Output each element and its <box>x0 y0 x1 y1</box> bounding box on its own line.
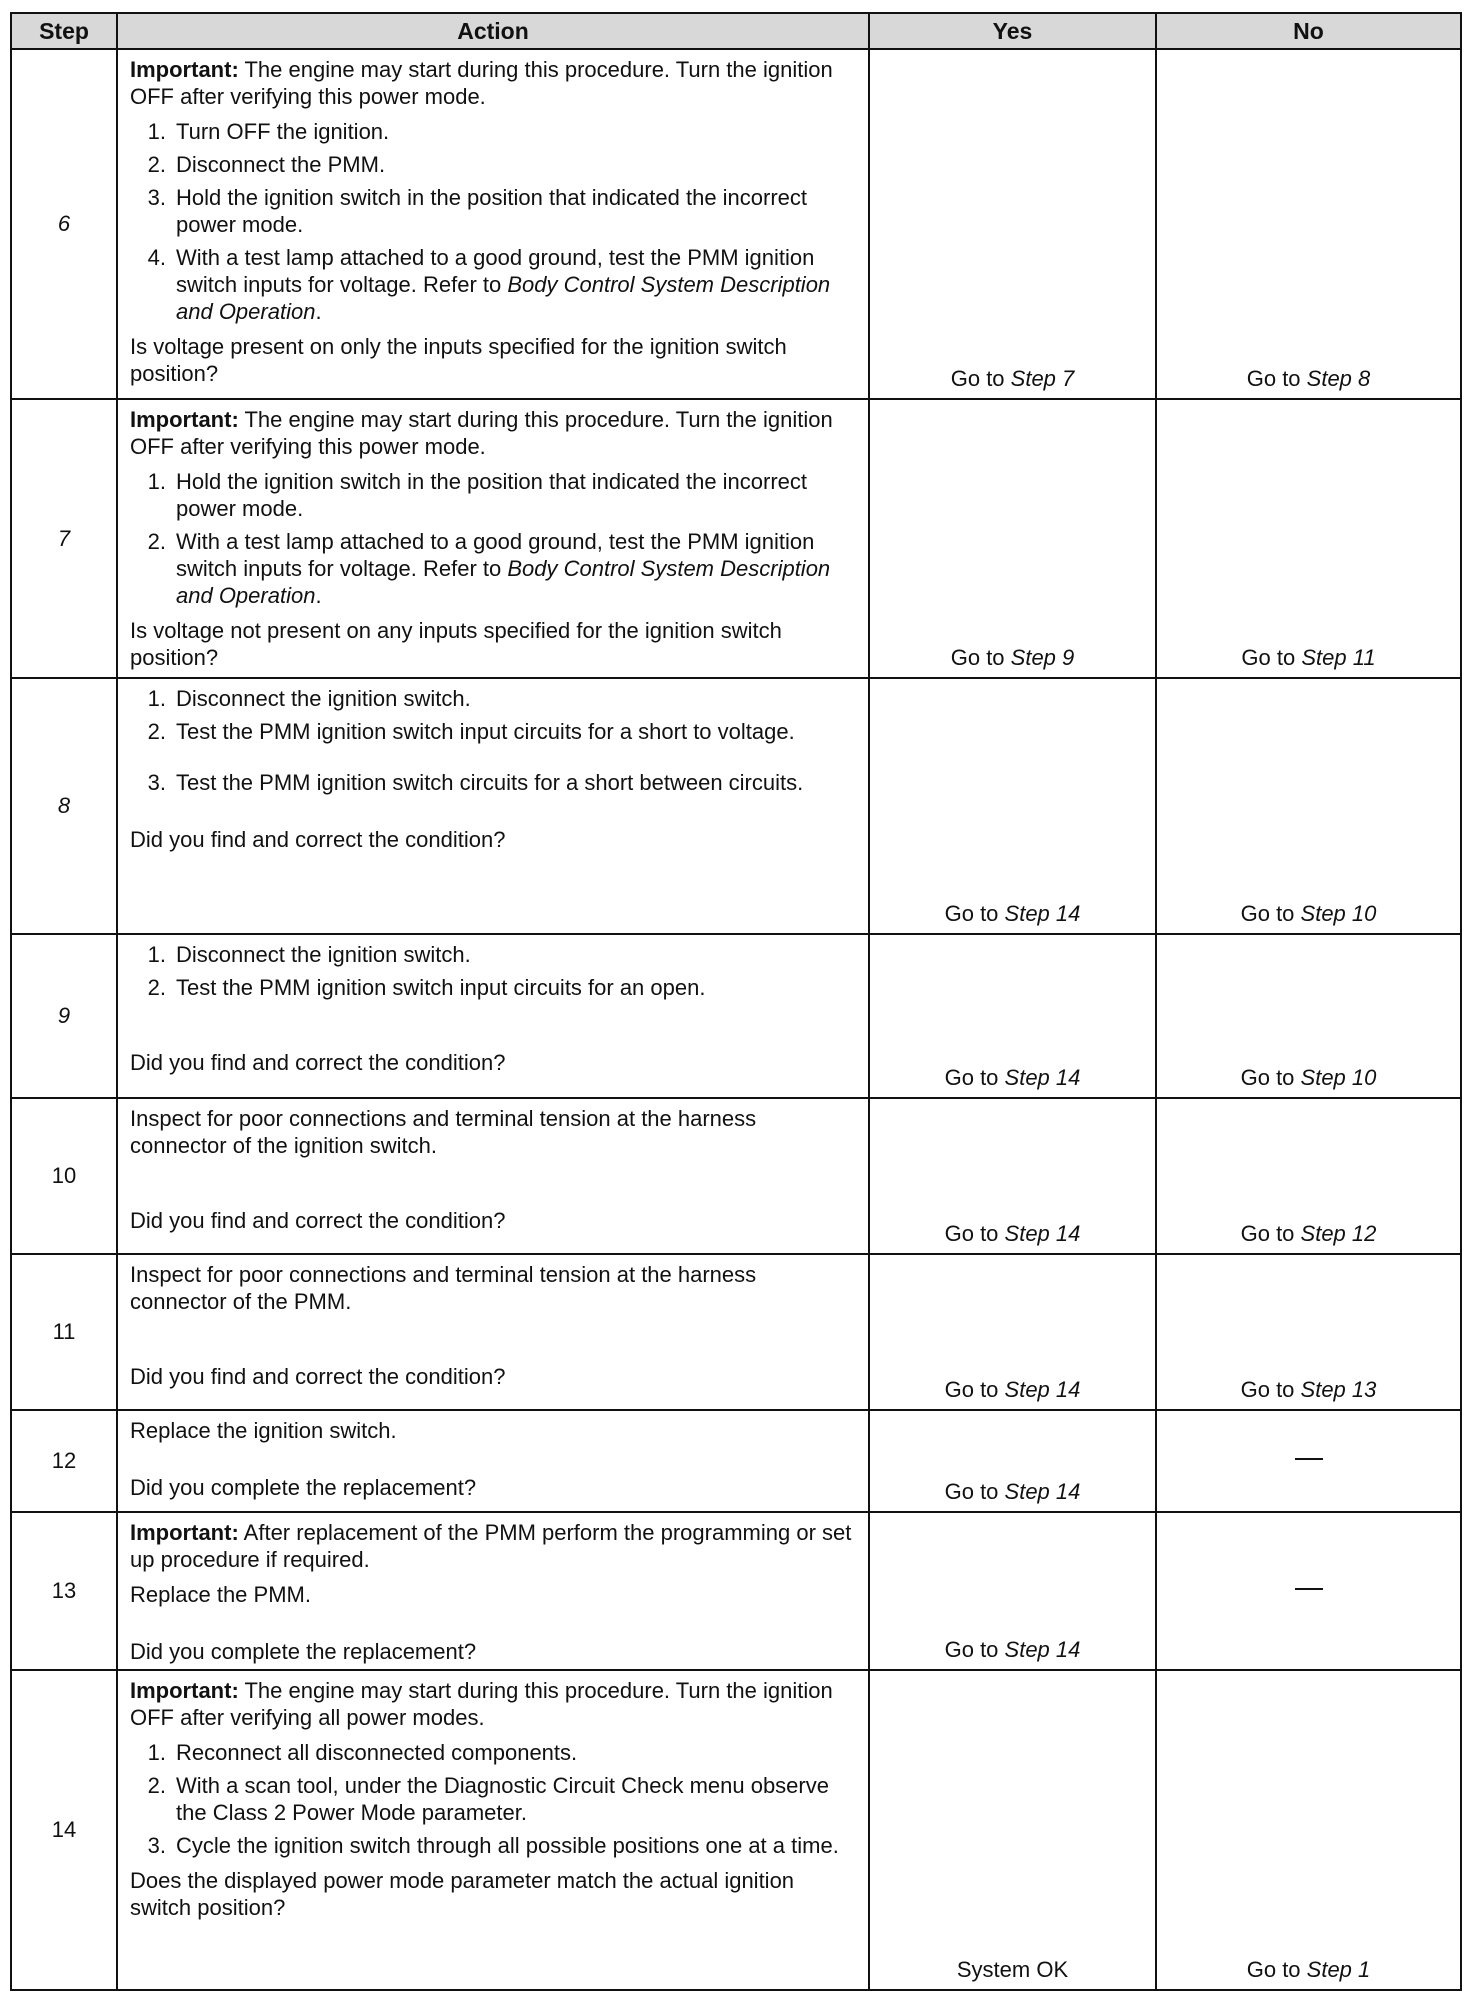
yes-cell: Go to Step 9 <box>869 399 1156 678</box>
list-item: 3. Test the PMM ignition switch circuits for a short between circuits. <box>147 770 804 795</box>
no-cell <box>1156 1512 1461 1670</box>
action-text: Inspect for poor connections and terminal tension at the harness connector of the ignition switch. <box>130 1106 757 1158</box>
no-step-link[interactable]: Step 8 <box>1306 366 1371 391</box>
action-list <box>130 685 858 796</box>
yes-step-link[interactable]: Step 14 <box>1004 1637 1081 1662</box>
step-number: 11 <box>11 1254 117 1410</box>
no-step-link[interactable]: Step 1 <box>1306 1957 1371 1982</box>
question-text: Did you complete the replacement? <box>130 1475 477 1500</box>
yes-cell: Go to Step 14 <box>869 678 1156 934</box>
action-cell <box>117 1098 869 1254</box>
list-item: 2. Test the PMM ignition switch input circuits for an open. <box>147 975 706 1000</box>
important-note <box>130 56 858 110</box>
action-list <box>130 1739 858 1859</box>
action-cell <box>117 934 869 1098</box>
doc-reference: Body Control System Description and Operation <box>176 556 831 608</box>
action-list <box>130 941 858 1001</box>
action-list <box>130 468 858 609</box>
list-item: 1. Hold the ignition switch in the position that indicated the incorrect power mode. <box>147 469 808 521</box>
question-text: Did you find and correct the condition? <box>130 827 506 852</box>
no-step-link[interactable]: Step 11 <box>1301 645 1376 670</box>
important-note <box>130 406 858 460</box>
list-item: 2. Test the PMM ignition switch input circuits for a short to voltage. <box>147 719 795 744</box>
no-step-link[interactable]: Step 10 <box>1300 1065 1377 1090</box>
question-text: Is voltage not present on any inputs specified for the ignition switch position? <box>130 618 782 670</box>
yes-step-link[interactable]: Step 14 <box>1004 901 1081 926</box>
yes-step-link[interactable]: Step 14 <box>1004 1065 1081 1090</box>
list-item: 1. Disconnect the ignition switch. <box>147 686 471 711</box>
question-text: Did you find and correct the condition? <box>130 1050 506 1075</box>
important-text: The engine may start during this procedure. Turn the ignition OFF after verifying this power mode. <box>130 57 833 109</box>
yes-cell: Go to Step 7 <box>869 49 1156 399</box>
important-label: Important: <box>130 1520 239 1545</box>
list-item: 2. With a test lamp attached to a good ground, test the PMM ignition switch inputs for voltage. Refer to Body Control System Description and Operation. <box>147 529 831 608</box>
step-number: 7 <box>11 399 117 678</box>
action-cell <box>117 1410 869 1512</box>
action-cell <box>117 399 869 678</box>
step-number: 14 <box>11 1670 117 1990</box>
important-text: After replacement of the PMM perform the programming or set up procedure if required. <box>130 1520 852 1572</box>
yes-step-link[interactable]: Step 14 <box>1004 1479 1081 1504</box>
action-list <box>130 118 858 325</box>
step-number: 6 <box>11 49 117 399</box>
step-number: 12 <box>11 1410 117 1512</box>
header-action: Action <box>117 13 869 49</box>
yes-step-link[interactable]: Step 14 <box>1004 1221 1081 1246</box>
list-item: 3. Cycle the ignition switch through all possible positions one at a time. <box>147 1833 839 1858</box>
action-cell <box>117 49 869 399</box>
question-text: Is voltage present on only the inputs specified for the ignition switch position? <box>130 334 787 386</box>
step-number: 8 <box>11 678 117 934</box>
table-header-row <box>11 13 1461 49</box>
important-text: The engine may start during this procedure. Turn the ignition OFF after verifying all power modes. <box>130 1678 833 1730</box>
no-cell: Go to Step 12 <box>1156 1098 1461 1254</box>
important-label: Important: <box>130 407 239 432</box>
action-text: Replace the PMM. <box>130 1582 311 1607</box>
table-row-step-8 <box>11 678 1461 934</box>
action-text: Inspect for poor connections and terminal tension at the harness connector of the PMM. <box>130 1262 757 1314</box>
action-cell <box>117 1254 869 1410</box>
list-item: 3. Hold the ignition switch in the position that indicated the incorrect power mode. <box>147 185 808 237</box>
table-row-step-7 <box>11 399 1461 678</box>
no-step-link[interactable]: Step 12 <box>1300 1221 1377 1246</box>
step-number: 13 <box>11 1512 117 1670</box>
action-cell <box>117 1512 869 1670</box>
step-number: 9 <box>11 934 117 1098</box>
yes-cell: Go to Step 14 <box>869 1098 1156 1254</box>
doc-reference: Body Control System Description and Operation <box>176 272 831 324</box>
yes-step-link[interactable]: Step 14 <box>1004 1377 1081 1402</box>
list-item: 2. Disconnect the PMM. <box>147 152 386 177</box>
yes-cell: Go to Step 14 <box>869 1410 1156 1512</box>
diagnostic-table-page <box>10 12 1460 1991</box>
question-text: Does the displayed power mode parameter match the actual ignition switch position? <box>130 1868 795 1920</box>
em-dash-mark <box>1295 1458 1323 1460</box>
no-cell: Go to Step 10 <box>1156 678 1461 934</box>
table-row-step-6 <box>11 49 1461 399</box>
no-cell: Go to Step 10 <box>1156 934 1461 1098</box>
no-step-link[interactable]: Step 13 <box>1300 1377 1377 1402</box>
yes-cell: Go to Step 14 <box>869 1512 1156 1670</box>
important-note <box>130 1677 858 1731</box>
diagnostic-table <box>10 12 1462 1991</box>
no-cell: Go to Step 13 <box>1156 1254 1461 1410</box>
action-cell <box>117 678 869 934</box>
yes-cell: System OK <box>869 1670 1156 1990</box>
no-cell: Go to Step 1 <box>1156 1670 1461 1990</box>
list-item: 4. With a test lamp attached to a good ground, test the PMM ignition switch inputs for voltage. Refer to Body Control System Description and Operation. <box>147 245 831 324</box>
table-row-step-10 <box>11 1098 1461 1254</box>
header-yes: Yes <box>869 13 1156 49</box>
important-label: Important: <box>130 1678 239 1703</box>
table-row-step-9 <box>11 934 1461 1098</box>
important-label: Important: <box>130 57 239 82</box>
table-row-step-11 <box>11 1254 1461 1410</box>
important-note <box>130 1519 858 1573</box>
yes-cell: Go to Step 14 <box>869 1254 1156 1410</box>
no-cell: Go to Step 11 <box>1156 399 1461 678</box>
action-cell <box>117 1670 869 1990</box>
header-no: No <box>1156 13 1461 49</box>
list-item: 1. Reconnect all disconnected components. <box>147 1740 578 1765</box>
important-text: The engine may start during this procedure. Turn the ignition OFF after verifying this power mode. <box>130 407 833 459</box>
header-step: Step <box>11 13 117 49</box>
question-text: Did you find and correct the condition? <box>130 1364 506 1389</box>
no-cell <box>1156 1410 1461 1512</box>
yes-cell: Go to Step 14 <box>869 934 1156 1098</box>
list-item: 2. With a scan tool, under the Diagnostic Circuit Check menu observe the Class 2 Power Mode parameter. <box>147 1773 829 1825</box>
table-row-step-14 <box>11 1670 1461 1990</box>
action-text: Replace the ignition switch. <box>130 1418 397 1443</box>
table-row-step-13 <box>11 1512 1461 1670</box>
table-row-step-12 <box>11 1410 1461 1512</box>
question-text: Did you complete the replacement? <box>130 1639 477 1664</box>
yes-step-link[interactable]: Step 7 <box>1010 366 1075 391</box>
list-item: 1. Turn OFF the ignition. <box>147 119 390 144</box>
no-step-link[interactable]: Step 10 <box>1300 901 1377 926</box>
step-number: 10 <box>11 1098 117 1254</box>
no-cell: Go to Step 8 <box>1156 49 1461 399</box>
list-item: 1. Disconnect the ignition switch. <box>147 942 471 967</box>
yes-step-link[interactable]: Step 9 <box>1010 645 1075 670</box>
question-text: Did you find and correct the condition? <box>130 1208 506 1233</box>
em-dash-mark <box>1295 1588 1323 1590</box>
